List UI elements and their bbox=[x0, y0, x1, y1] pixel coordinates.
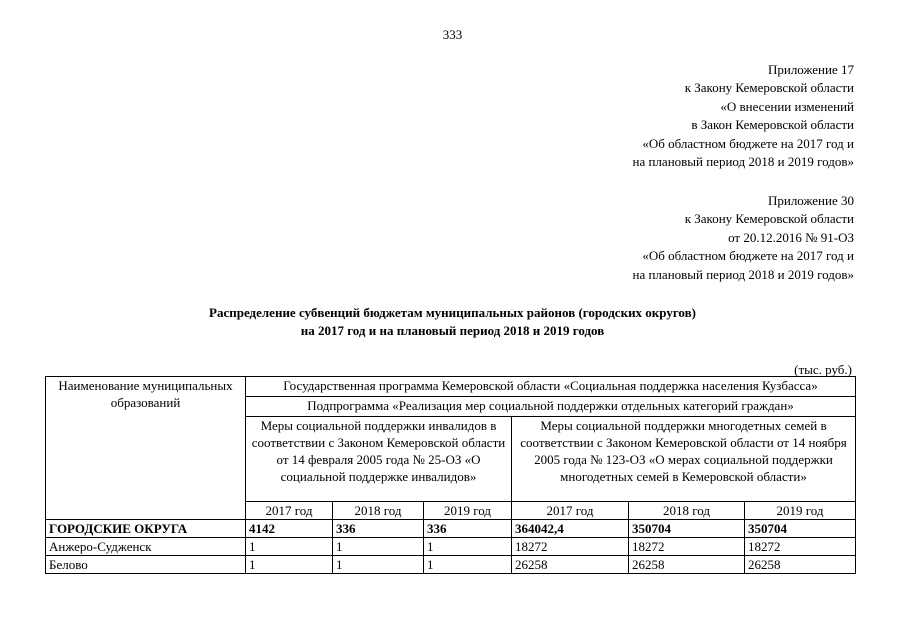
table-row bbox=[46, 538, 856, 556]
subprogram-header: Подпрограмма «Реализация мер социальной поддержки отдельных категорий граждан» bbox=[246, 397, 856, 417]
appendix-30-header bbox=[633, 192, 855, 284]
appendix-line: Приложение 17 bbox=[767, 62, 854, 77]
title-line-1: Распределение субвенций бюджетам муниципальных районов (городских округов) bbox=[209, 305, 696, 320]
row-name: Белово bbox=[46, 556, 246, 574]
table-row bbox=[46, 520, 856, 538]
units-label: (тыс. руб.) bbox=[794, 362, 852, 377]
appendix-line: «О внесении изменений bbox=[720, 98, 854, 114]
cell-value: 1 bbox=[333, 538, 424, 556]
year-header: 2017 год bbox=[512, 502, 629, 520]
cell-value: 364042,4 bbox=[512, 520, 629, 538]
cell-value: 350704 bbox=[629, 520, 745, 538]
cell-value: 1 bbox=[246, 556, 333, 574]
program-header: Государственная программа Кемеровской области «Социальная поддержка населения Кузбасса» bbox=[246, 377, 856, 397]
title-line-2: на 2017 год и на плановый период 2018 и 2019 годов bbox=[300, 323, 605, 338]
measure-large-families-header: Меры социальной поддержки многодетных семей в соответствии с Законом Кемеровской области от 14 ноября 2005 года № 123-ОЗ «О мерах социальной поддержки многодетных семей в Кемеровской области» bbox=[512, 417, 856, 502]
cell-value: 26258 bbox=[629, 556, 745, 574]
appendix-line: от 20.12.2016 № 91-ОЗ bbox=[728, 229, 854, 245]
appendix-line: «Об областном бюджете на 2017 год и bbox=[642, 248, 854, 264]
cell-value: 4142 bbox=[246, 520, 333, 538]
year-header: 2019 год bbox=[745, 502, 856, 520]
row-name: ГОРОДСКИЕ ОКРУГА bbox=[46, 520, 246, 538]
table-row bbox=[46, 556, 856, 574]
cell-value: 18272 bbox=[512, 538, 629, 556]
cell-value: 26258 bbox=[745, 556, 856, 574]
year-header: 2018 год bbox=[333, 502, 424, 520]
measure-disabled-header: Меры социальной поддержки инвалидов в соответствии с Законом Кемеровской области от 14 февраля 2005 года № 25-ОЗ «О социальной поддержке инвалидов» bbox=[246, 417, 512, 502]
cell-value: 1 bbox=[333, 556, 424, 574]
cell-value: 336 bbox=[424, 520, 512, 538]
cell-value: 1 bbox=[424, 556, 512, 574]
appendix-line: к Закону Кемеровской области bbox=[684, 80, 854, 96]
cell-value: 26258 bbox=[512, 556, 629, 574]
document-title bbox=[0, 304, 905, 340]
appendix-17-header bbox=[633, 61, 855, 171]
appendix-line: Приложение 30 bbox=[767, 193, 854, 208]
name-column-header: Наименование муниципальных образований bbox=[46, 377, 246, 520]
year-header: 2017 год bbox=[246, 502, 333, 520]
appendix-line: в Закон Кемеровской области bbox=[691, 117, 854, 133]
year-header: 2019 год bbox=[424, 502, 512, 520]
cell-value: 336 bbox=[333, 520, 424, 538]
appendix-line: «Об областном бюджете на 2017 год и bbox=[642, 135, 854, 151]
cell-value: 1 bbox=[424, 538, 512, 556]
cell-value: 18272 bbox=[745, 538, 856, 556]
row-name: Анжеро-Судженск bbox=[46, 538, 246, 556]
cell-value: 18272 bbox=[629, 538, 745, 556]
cell-value: 350704 bbox=[745, 520, 856, 538]
appendix-line: на плановый период 2018 и 2019 годов» bbox=[632, 154, 854, 170]
page-number: 333 bbox=[442, 27, 463, 42]
appendix-line: к Закону Кемеровской области bbox=[684, 211, 854, 227]
appendix-line: на плановый период 2018 и 2019 годов» bbox=[632, 266, 854, 282]
year-header: 2018 год bbox=[629, 502, 745, 520]
subventions-table bbox=[45, 376, 856, 574]
cell-value: 1 bbox=[246, 538, 333, 556]
